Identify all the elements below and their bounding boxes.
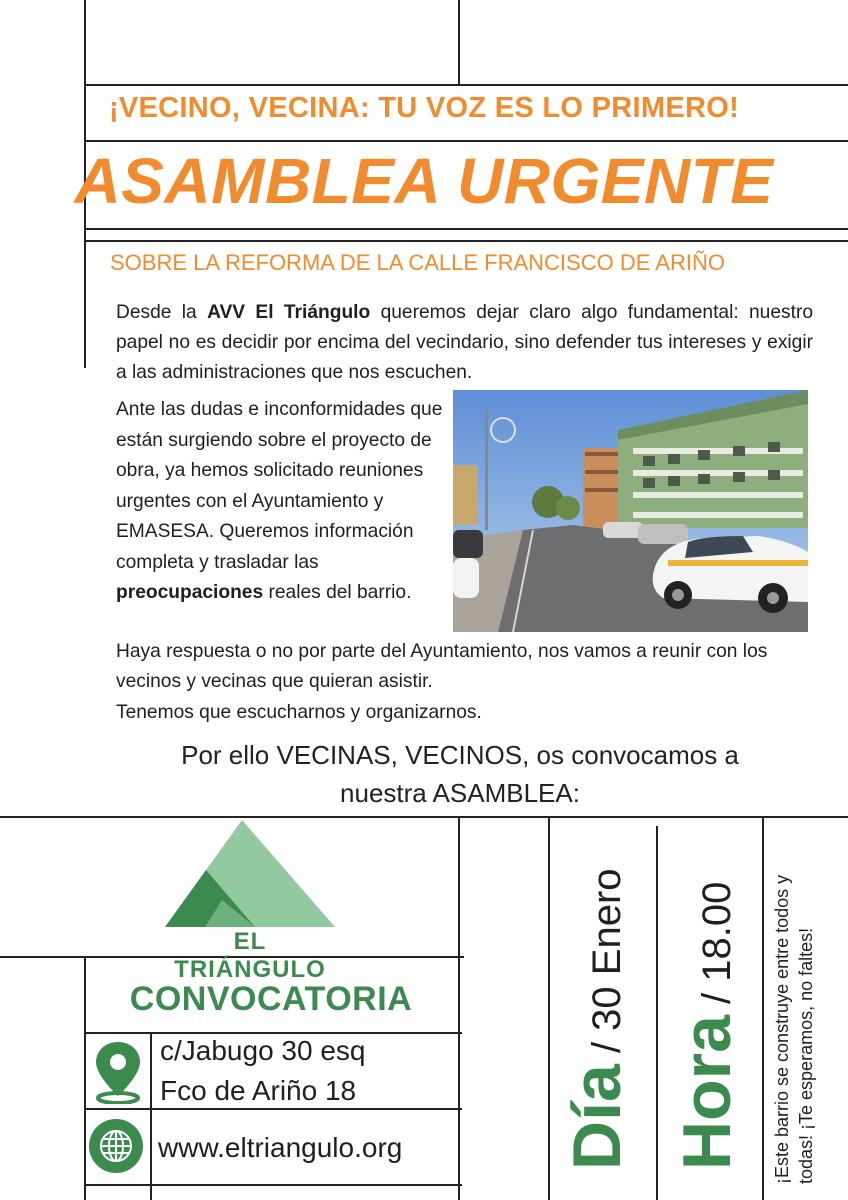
street-photo [453, 390, 808, 632]
call-to-action [120, 736, 800, 812]
note-line: ¡Este barrio se construye entre todos y [772, 874, 792, 1184]
frame-line [150, 1034, 152, 1200]
address-line: c/Jabugo 30 esq [160, 1035, 366, 1066]
frame-line [84, 1032, 462, 1034]
convocatoria-heading: CONVOCATORIA [129, 980, 413, 1018]
logo-text: EL TRIÁNGULO [174, 928, 326, 983]
event-date [558, 868, 636, 1170]
page-title: ASAMBLEA URGENTE [74, 145, 774, 217]
event-time [668, 882, 746, 1170]
frame-line [84, 240, 848, 242]
intro-paragraph: Desde la AVV El Triángulo queremos dejar claro algo fundamental: nuestro papel no es decidir por encima del vecindario, sino defender tus intereses y exigir a las administraciones que nos escuchen. [116, 302, 813, 383]
website-link[interactable]: www.eltriangulo.org [158, 1132, 403, 1163]
frame-line [458, 0, 460, 86]
frame-line [656, 826, 658, 1200]
frame-line [84, 140, 848, 142]
cta-line: nuestra ASAMBLEA: [340, 778, 580, 808]
concerns-highlight: preocupaciones [116, 582, 264, 603]
frame-line [84, 84, 848, 86]
time-value: / 18.00 [695, 881, 739, 1016]
day-value: / 30 Enero [585, 868, 629, 1065]
day-label: Día [559, 1064, 635, 1170]
subtitle: SOBRE LA REFORMA DE LA CALLE FRANCISCO DE ARIÑO [110, 250, 725, 275]
organize-paragraph: Tenemos que escucharnos y organizarnos. [116, 702, 482, 723]
slogan-heading: ¡VECINO, VECINA: TU VOZ ES LO PRIMERO! [108, 92, 740, 124]
frame-line [458, 818, 460, 1200]
note-line: todas! ¡Te esperamos, no faltes! [796, 927, 816, 1184]
cta-line: Por ello VECINAS, VECINOS, os convocamos a [181, 740, 739, 770]
location-pin-icon [90, 1040, 146, 1104]
frame-line [548, 818, 550, 1200]
time-label: Hora [669, 1015, 745, 1170]
closing-note [770, 875, 818, 1184]
frame-line [0, 816, 848, 818]
association-name: AVV El Triángulo [207, 302, 371, 323]
address-line: Fco de Ariño 18 [160, 1075, 357, 1106]
globe-icon [88, 1118, 144, 1174]
frame-line [84, 1184, 462, 1186]
frame-line [84, 228, 848, 230]
frame-line [84, 1108, 462, 1110]
meetings-paragraph: Ante las dudas e inconformidades que están surgiendo sobre el proyecto de obra, ya hemos solicitado reuniones urgentes con el Ayuntamiento y EMASESA. Queremos información completa y trasladar las preocupaciones reales del barrio. [116, 399, 443, 603]
frame-line [762, 818, 764, 1200]
assembly-paragraph: Haya respuesta o no por parte del Ayuntamiento, nos vamos a reunir con los vecinos y vecinas que quieran asistir. [116, 641, 768, 692]
